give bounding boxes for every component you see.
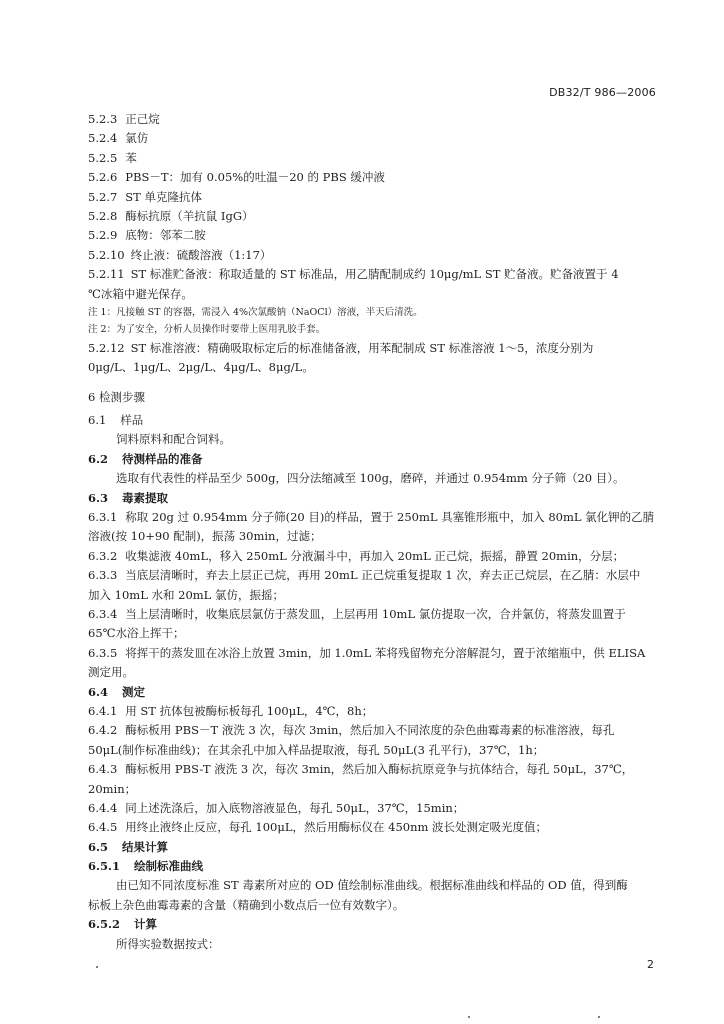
section-6-3-heading	[88, 489, 658, 508]
reagent-item	[88, 207, 658, 226]
item-continuation: 50μL(制作标准曲线)；在其余孔中加入样品提取液，每孔 50μL(3 孔平行)，37℃，1h；	[88, 742, 545, 757]
item-number: 5.2.8	[88, 208, 118, 223]
item-text: 正己烷	[125, 112, 160, 126]
item-text: 酶标抗原（羊抗鼠 IgG）	[125, 208, 254, 223]
item-continuation: 溶液(按 10+90 配制)，振荡 30min，过滤；	[88, 529, 322, 544]
item-number: 5.2.7	[88, 189, 118, 204]
section-6-1-heading	[88, 411, 658, 430]
reagent-item	[88, 226, 658, 245]
section-title: 计算	[134, 917, 158, 932]
item-number: 6.3.5	[88, 645, 118, 660]
item-continuation: 加入 10mL 水和 20mL 氯仿，振摇；	[88, 587, 284, 602]
section-6-2-heading	[88, 450, 658, 469]
item-number: 6.4.3	[88, 762, 118, 777]
item-text: 用终止液终止反应，每孔 100μL，然后用酶标仪在 450nm 波长处测定吸光度值；	[125, 820, 548, 835]
item-text: ST 单克隆抗体	[125, 189, 202, 204]
item-number: 5.2.10	[88, 247, 125, 262]
section-title: 结果计算	[122, 839, 169, 854]
item-text: ST 标准溶液：精确吸取标定后的标准储备液，用苯配制成 ST 标准溶液 1～5，浓度分别为	[130, 340, 594, 355]
item-text: 用 ST 抗体包被酶标板每孔 100μL，4℃，8h；	[125, 703, 374, 718]
section-number: 6.3	[88, 490, 109, 505]
item-number: 5.2.6	[88, 170, 118, 185]
section-title: 毒素提取	[122, 490, 169, 505]
step-item	[88, 799, 658, 818]
section-6-heading: 6 检测步骤	[88, 389, 145, 404]
section-6-5-2-heading	[88, 915, 658, 934]
item-text: 酶标板用 PBS－T 液洗 3 次，每次 3min，然后加入不同浓度的杂色曲霉毒素的标准溶液，每孔	[125, 723, 615, 738]
step-item	[88, 547, 658, 566]
section-number: 6.5.2	[88, 917, 121, 932]
section-title: 待测样品的准备	[122, 451, 203, 466]
item-number: 5.2.5	[88, 150, 118, 165]
reagent-item	[88, 149, 658, 168]
paragraph-line: 标板上杂色曲霉毒素的含量（精确到小数点后一位有效数字）。	[88, 897, 405, 912]
section-6-1-text: 饲料原料和配合饲料。	[116, 432, 231, 447]
item-number: 6.4.1	[88, 703, 118, 718]
item-text: 当底层清晰时，弃去上层正己烷，再用 20mL 正己烷重复提取 1 次，弃去正己烷层，在乙腈：水层中	[125, 568, 641, 583]
item-number: 5.2.12	[88, 340, 125, 355]
section-number: 6.4	[88, 684, 109, 699]
item-number: 5.2.4	[88, 131, 118, 146]
item-text: 收集滤液 40mL，移入 250mL 分液漏斗中，再加入 20mL 正己烷，振摇，静置 20min，分层；	[125, 548, 625, 563]
item-number: 6.3.4	[88, 606, 118, 621]
reagent-item	[88, 246, 658, 265]
item-number: 6.4.2	[88, 723, 118, 738]
reagent-item	[88, 188, 658, 207]
section-number: 6.5.1	[88, 859, 121, 874]
step-item	[88, 605, 658, 624]
item-text: 氯仿	[125, 131, 149, 146]
item-number: 6.4.5	[88, 820, 118, 835]
section-title: 样品	[120, 413, 144, 428]
section-number: 6.2	[88, 451, 109, 466]
item-text: 酶标板用 PBS-T 液洗 3 次，每次 3min，然后加入酶标抗原竞争与抗体结合，每孔 50μL，37℃，	[125, 762, 634, 777]
section-6-5-heading	[88, 838, 658, 857]
step-item	[88, 644, 658, 663]
item-number: 5.2.11	[88, 267, 125, 282]
note-2: 注 2：为了安全，分析人员操作时要带上医用乳胶手套。	[88, 324, 326, 336]
section-title: 测定	[122, 684, 146, 699]
reagent-item	[88, 339, 658, 358]
step-item	[88, 818, 658, 837]
item-continuation: 0μg/L、1μg/L、2μg/L、4μg/L、8μg/L。	[88, 360, 314, 375]
section-number: 6.1	[88, 413, 107, 428]
item-continuation: 65℃水浴上挥干；	[88, 626, 185, 641]
paragraph-line: 由已知不同浓度标准 ST 毒素所对应的 OD 值绘制标准曲线。根据标准曲线和样品的 OD 值，得到酶	[116, 878, 628, 893]
section-title: 绘制标准曲线	[134, 859, 204, 874]
item-text: 当上层清晰时，收集底层氯仿于蒸发皿，上层再用 10mL 氯仿提取一次，合并氯仿，将蒸发皿置于	[125, 606, 626, 621]
reagent-item	[88, 168, 658, 187]
scan-speck	[598, 1016, 600, 1018]
item-text: PBS－T：加有 0.05%的吐温－20 的 PBS 缓冲液	[125, 170, 385, 185]
item-number: 6.4.4	[88, 800, 118, 815]
item-text: 将挥干的蒸发皿在冰浴上放置 3min，加 1.0mL 苯将残留物充分溶解混匀，置于浓缩瓶中，供 ELISA	[125, 645, 646, 660]
note-1: 注 1：凡接触 ST 的容器，需浸入 4%次氯酸钠（NaOCl）溶液，半天后清洗。	[88, 306, 423, 318]
item-number: 6.3.3	[88, 568, 118, 583]
item-text: 底物：邻苯二胺	[125, 228, 206, 243]
scan-speck	[468, 1016, 470, 1018]
step-item	[88, 760, 658, 779]
item-continuation: 20min；	[88, 781, 137, 796]
document-body	[88, 110, 658, 954]
item-text: 同上述洗涤后，加入底物溶液显色，每孔 50μL，37℃，15min；	[125, 800, 465, 815]
step-item	[88, 566, 658, 585]
step-item	[88, 508, 658, 527]
reagent-item	[88, 265, 658, 284]
reagent-item	[88, 129, 658, 148]
page-number: 2	[647, 958, 654, 971]
section-6-4-heading	[88, 683, 658, 702]
paragraph-line: 所得实验数据按式：	[116, 936, 220, 951]
scan-speck	[96, 966, 98, 968]
item-number: 5.2.3	[88, 112, 118, 126]
reagent-item	[88, 110, 658, 129]
item-continuation: ℃冰箱中避光保存。	[88, 286, 193, 301]
section-6-2-text: 选取有代表性的样品至少 500g，四分法缩减至 100g，磨碎，并通过 0.954mm 分子筛（20 目）。	[116, 471, 625, 486]
item-text: 称取 20g 过 0.954mm 分子筛(20 目)的样品，置于 250mL 具塞锥形瓶中，加入 80mL 氯化钾的乙腈	[125, 510, 655, 525]
step-item	[88, 702, 658, 721]
step-item	[88, 721, 658, 740]
section-number: 6.5	[88, 839, 109, 854]
item-number: 6.3.2	[88, 548, 118, 563]
item-text: 终止液：硫酸溶液（1:17）	[130, 247, 272, 262]
section-6-5-1-heading	[88, 857, 658, 876]
item-continuation: 测定用。	[88, 665, 134, 680]
item-text: ST 标准贮备液：称取适量的 ST 标准品，用乙腈配制成约 10μg/mL ST 贮备液。贮备液置于 4	[130, 267, 619, 282]
standard-code: DB32/T 986—2006	[549, 86, 656, 99]
item-number: 6.3.1	[88, 510, 118, 525]
item-text: 苯	[125, 150, 137, 165]
item-number: 5.2.9	[88, 228, 118, 243]
